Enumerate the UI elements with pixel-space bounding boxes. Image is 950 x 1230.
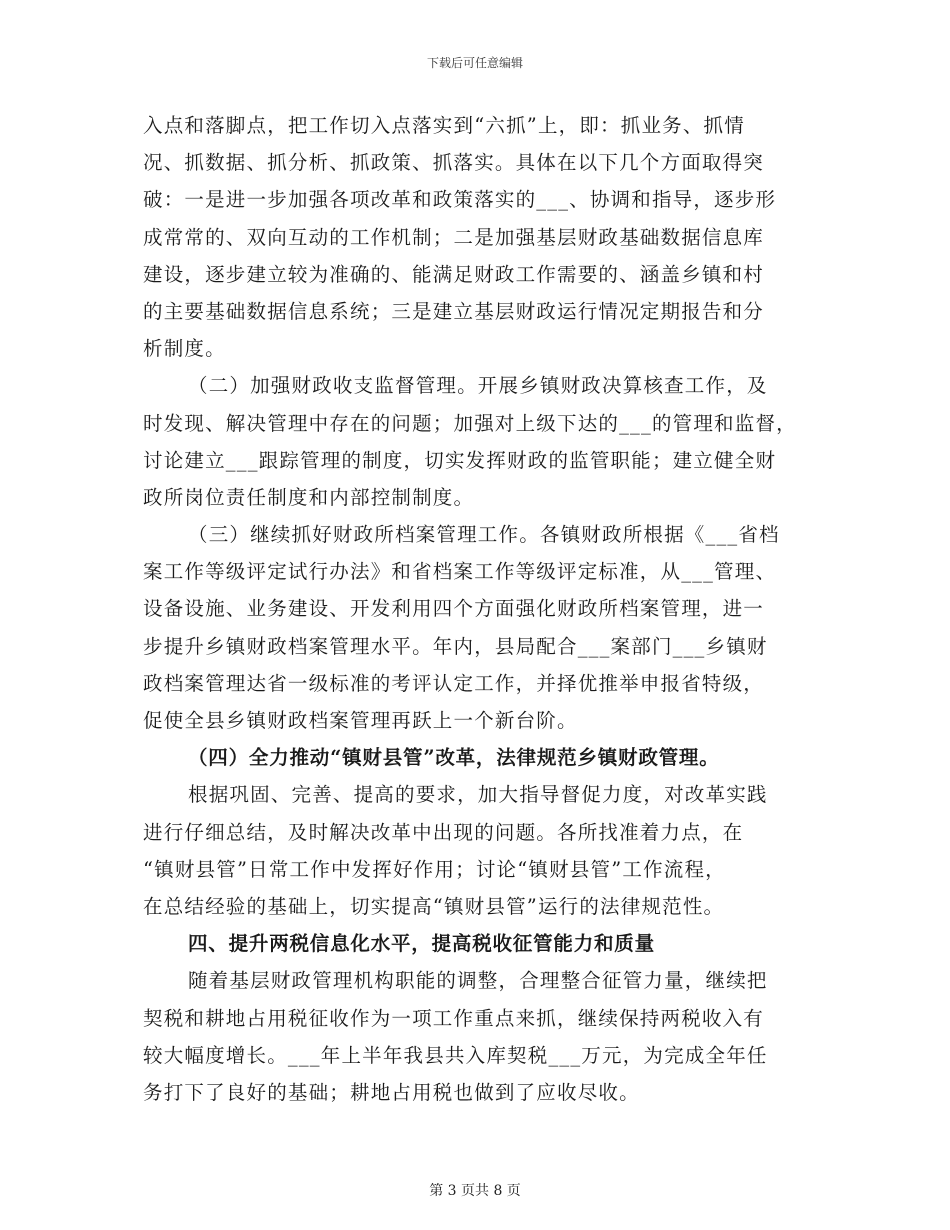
- section-heading-line: （四）全力推动“镇财县管”改革，法律规范乡镇财政管理。: [188, 746, 720, 770]
- body-text-line: 成常常的、双向互动的工作机制；二是加强基层财政基础数据信息库: [143, 225, 765, 249]
- body-text-line: 政档案管理达省一级标准的考评认定工作，并择优推举申报省特级，: [143, 671, 765, 695]
- body-text-line: 入点和落脚点，把工作切入点落实到“六抓”上，即：抓业务、抓情: [143, 114, 745, 137]
- body-text-line: 时发现、解决管理中存在的问题；加强对上级下达的___的管理和监督，: [143, 411, 797, 435]
- document-body: [143, 107, 833, 1111]
- body-text-line: 政所岗位责任制度和内部控制制度。: [143, 485, 475, 509]
- body-text-line: “镇财县管”日常工作中发挥好作用；讨论“镇财县管”工作流程，: [143, 857, 726, 881]
- body-text-line: 析制度。: [143, 337, 226, 361]
- body-text-line: 进行仔细总结，及时解决改革中出现的问题。各所找准着力点，在: [143, 820, 744, 844]
- body-text-line: 讨论建立___跟踪管理的制度，切实发挥财政的监管职能；建立健全财: [143, 448, 777, 472]
- body-text-line: （二）加强财政收支监督管理。开展乡镇财政决算核查工作，及: [188, 374, 768, 398]
- body-text-line: （三）继续抓好财政所档案管理工作。各镇财政所根据《___省档: [188, 523, 780, 547]
- body-text-line: 根据巩固、完善、提高的要求，加大指导督促力度，对改革实践: [188, 783, 768, 807]
- section-heading-line: 四、提升两税信息化水平，提高税收征管能力和质量: [188, 932, 655, 956]
- body-text-line: 促使全县乡镇财政档案管理再跃上一个新台阶。: [143, 709, 578, 732]
- body-text-line: 的主要基础数据信息系统；三是建立基层财政运行情况定期报告和分: [143, 299, 765, 323]
- body-text-line: 在总结经验的基础上，切实提高“镇财县管”运行的法律规范性。: [143, 894, 725, 918]
- body-text-line: 步提升乡镇财政档案管理水平。年内，县局配合___案部门___乡镇财: [143, 634, 768, 658]
- body-text-line: 况、抓数据、抓分析、抓政策、抓落实。具体在以下几个方面取得突: [143, 151, 765, 175]
- body-text-line: 设备设施、业务建设、开发利用四个方面强化财政所档案管理，进一: [143, 597, 765, 621]
- body-text-line: 契税和耕地占用税征收作为一项工作重点来抓，继续保持两税收入有: [143, 1006, 765, 1030]
- page-number: 第 3 页共 8 页: [429, 1183, 521, 1199]
- body-text-line: 较大幅度增长。___年上半年我县共入库契税___万元，为完成全年任: [143, 1043, 768, 1067]
- body-text-line: 案工作等级评定试行办法》和省档案工作等级评定标准，从___管理、: [143, 560, 777, 584]
- body-text-line: 建设，逐步建立较为准确的、能满足财政工作需要的、涵盖乡镇和村: [143, 262, 765, 286]
- body-text-line: 务打下了良好的基础；耕地占用税也做到了应收尽收。: [143, 1080, 640, 1104]
- body-text-line: 破：一是进一步加强各项改革和政策落实的___、协调和指导，逐步形: [143, 188, 777, 212]
- page-header: 下载后可任意编辑: [426, 56, 523, 70]
- body-text-line: 随着基层财政管理机构职能的调整，合理整合征管力量，继续把: [188, 969, 768, 993]
